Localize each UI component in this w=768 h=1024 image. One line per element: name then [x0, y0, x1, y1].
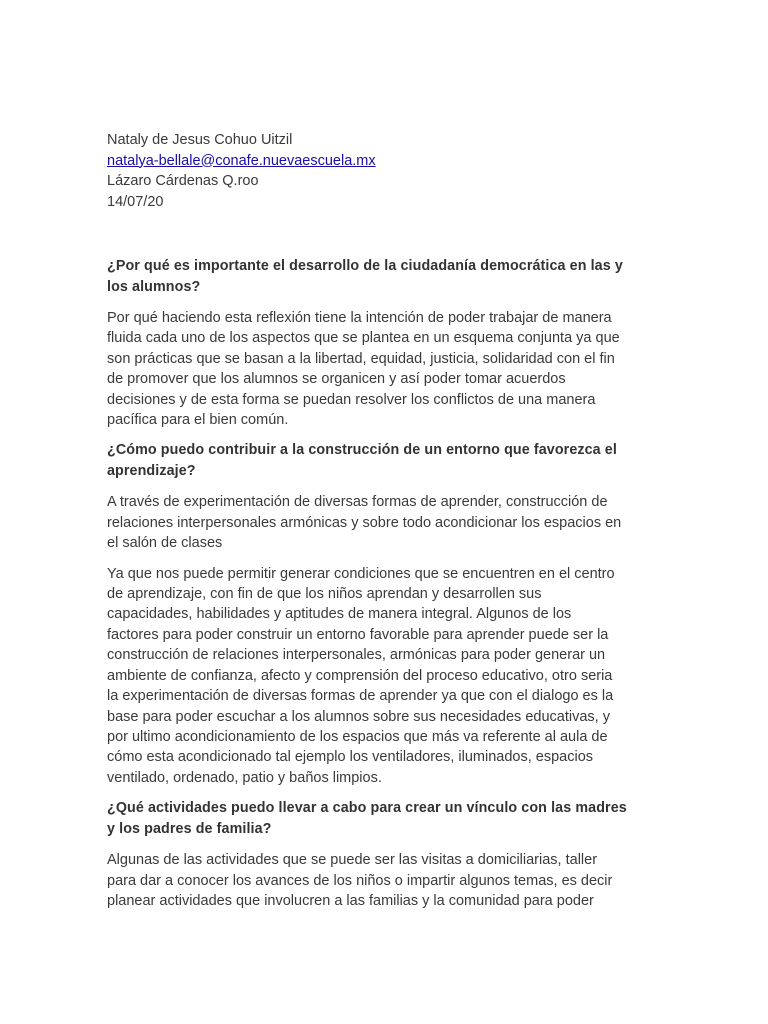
- document-page: [107, 130, 667, 921]
- question-heading: ¿Por qué es importante el desarrollo de la ciudadanía democrática en las y los alumnos?: [107, 258, 623, 295]
- author-name: Nataly de Jesus Cohuo Uitzil: [107, 132, 293, 148]
- document-date: 14/07/20: [107, 193, 164, 210]
- document-body: [107, 256, 667, 911]
- answer-paragraph: Por qué haciendo esta reflexión tiene la intención de poder trabajar de manera fluida cada uno de los aspectos que se plantea en un esquema conjunta ya que son prácticas que se basan a la libertad, equidad, justicia, solidaridad con el fin de promover que los alumnos se organicen y así poder tomar acuerdos decisiones y de esta forma se puedan resolver los conflictos de una manera pacífica para el bien común.: [107, 310, 620, 429]
- author-header: [107, 130, 667, 212]
- answer-paragraph: Algunas de las actividades que se puede ser las visitas a domiciliarias, taller para dar a conocer los avances de los niños o impartir algunos temas, es decir planear actividades que involucren a las familias y la comunidad para poder: [107, 852, 613, 909]
- author-email-link[interactable]: natalya-bellale@conafe.nuevaescuela.mx: [107, 152, 376, 169]
- question-heading: ¿Cómo puedo contribuir a la construcción de un entorno que favorezca el aprendizaje?: [107, 442, 617, 480]
- answer-paragraph: A través de experimentación de diversas formas de aprender, construcción de relaciones interpersonales armónicas y sobre todo acondicionar los espacios en el salón de clases: [107, 494, 622, 552]
- answer-paragraph: Ya que nos puede permitir generar condiciones que se encuentren en el centro de aprendizaje, con fin de que los niños aprendan y desarrollen sus capacidades, habilidades y aptitudes de manera integral. Algunos de los factores para poder construir un entorno favorable para aprender puede ser la construcción de relaciones interpersonales, armónicas para poder generar un ambiente de confianza, afecto y comprensión del proceso educativo, otro seria la experimentación de diversas formas de aprender ya que con el dialogo es la base para poder escuchar a los alumnos sobre sus necesidades educativas, y por ultimo acondicionamiento de los espacios que más va referente al aula de cómo esta acondicionado tal ejemplo los ventiladores, iluminados, espacios ventilado, ordenado, patio y baños limpios.: [107, 565, 615, 786]
- question-heading: ¿Qué actividades puedo llevar a cabo para crear un vínculo con las madres y los padres de familia?: [107, 800, 627, 838]
- author-location: Lázaro Cárdenas Q.roo: [107, 173, 259, 189]
